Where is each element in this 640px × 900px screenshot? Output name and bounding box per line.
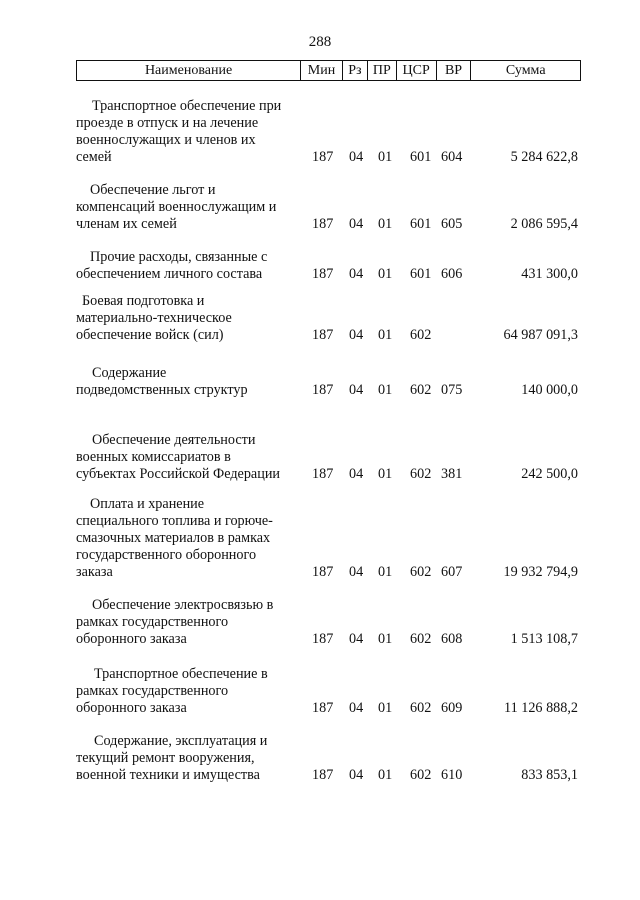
row-vr: 075 <box>441 382 463 398</box>
row-name-line: Транспортное обеспечение при <box>92 98 282 114</box>
row-name-line: государственного оборонного <box>76 547 257 563</box>
row-csr: 601 <box>410 266 432 282</box>
row-name-line: членам их семей <box>76 216 177 232</box>
row-sum: 5 284 622,8 <box>510 149 578 165</box>
table-row <box>76 733 581 784</box>
header-min: Мин <box>300 61 342 80</box>
row-name-line: оборонного заказа <box>76 700 187 716</box>
row-rz: 04 <box>349 149 364 165</box>
table-row <box>76 496 581 581</box>
row-csr: 602 <box>410 564 432 580</box>
row-min: 187 <box>312 767 334 783</box>
row-pr: 01 <box>378 631 393 647</box>
row-name-line: Обеспечение деятельности <box>92 432 256 448</box>
row-name-line: военной техники и имущества <box>76 767 260 783</box>
row-pr: 01 <box>378 327 393 343</box>
row-sum: 1 513 108,7 <box>510 631 578 647</box>
row-name-line: рамках государственного <box>76 614 229 630</box>
row-name-line: текущий ремонт вооружения, <box>76 750 255 766</box>
row-name-line: обеспечение войск (сил) <box>76 327 224 343</box>
row-min: 187 <box>312 327 334 343</box>
row-csr: 602 <box>410 382 432 398</box>
row-name-line: семей <box>76 149 112 165</box>
row-name-line: смазочных материалов в рамках <box>76 530 271 546</box>
header-vr: ВР <box>436 61 471 80</box>
row-csr: 602 <box>410 466 432 482</box>
row-vr: 381 <box>441 466 463 482</box>
row-min: 187 <box>312 382 334 398</box>
row-name <box>76 182 302 233</box>
row-min: 187 <box>312 466 334 482</box>
row-pr: 01 <box>378 382 393 398</box>
row-sum: 431 300,0 <box>521 266 578 282</box>
row-name-line: материально-техническое <box>76 310 232 326</box>
row-name-line: Прочие расходы, связанные с <box>90 249 268 265</box>
row-rz: 04 <box>349 216 364 232</box>
header-csr: ЦСР <box>396 61 436 80</box>
row-sum: 64 987 091,3 <box>503 327 578 343</box>
row-csr: 602 <box>410 631 432 647</box>
row-csr: 601 <box>410 149 432 165</box>
row-min: 187 <box>312 700 334 716</box>
row-name-line: заказа <box>76 564 113 580</box>
table-row <box>76 666 581 717</box>
table-row <box>76 432 581 483</box>
row-name-line: Содержание, эксплуатация и <box>94 733 268 749</box>
row-rz: 04 <box>349 382 364 398</box>
row-min: 187 <box>312 564 334 580</box>
row-name <box>76 249 302 283</box>
row-sum: 2 086 595,4 <box>510 216 578 232</box>
row-rz: 04 <box>349 767 364 783</box>
row-sum: 140 000,0 <box>521 382 578 398</box>
row-name <box>76 98 302 166</box>
row-name-line: Боевая подготовка и <box>82 293 205 309</box>
row-rz: 04 <box>349 266 364 282</box>
table-row <box>76 365 581 399</box>
row-csr: 602 <box>410 700 432 716</box>
table-row <box>76 249 581 283</box>
table-row <box>76 182 581 233</box>
row-vr: 610 <box>441 767 463 783</box>
row-pr: 01 <box>378 564 393 580</box>
row-name-line: Обеспечение электросвязью в <box>92 597 274 613</box>
row-rz: 04 <box>349 327 364 343</box>
row-min: 187 <box>312 216 334 232</box>
row-name-line: специального топлива и горюче- <box>76 513 273 529</box>
header-rz: Рз <box>342 61 367 80</box>
row-vr: 609 <box>441 700 463 716</box>
row-vr: 608 <box>441 631 463 647</box>
row-name <box>76 597 302 648</box>
header-pr: ПР <box>367 61 396 80</box>
row-name-line: военных комиссариатов в <box>76 449 231 465</box>
row-name-line: рамках государственного <box>76 683 229 699</box>
row-name-line: компенсаций военнослужащим и <box>76 199 277 215</box>
header-sum: Сумма <box>470 61 580 80</box>
row-name-line: Оплата и хранение <box>90 496 205 512</box>
budget-table <box>76 60 581 783</box>
table-row <box>76 597 581 648</box>
row-sum: 833 853,1 <box>521 767 578 783</box>
row-sum: 19 932 794,9 <box>503 564 578 580</box>
row-pr: 01 <box>378 700 393 716</box>
row-name <box>76 432 302 483</box>
row-name-line: Содержание <box>92 365 167 381</box>
row-csr: 601 <box>410 216 432 232</box>
row-name-line: подведомственных структур <box>76 382 248 398</box>
row-name <box>76 733 302 784</box>
row-pr: 01 <box>378 266 393 282</box>
row-sum: 11 126 888,2 <box>504 700 578 716</box>
row-name <box>76 365 302 399</box>
row-name-line: субъектах Российской Федерации <box>76 466 280 482</box>
row-name <box>76 666 302 717</box>
row-name-line: военнослужащих и членов их <box>76 132 256 148</box>
row-vr: 606 <box>441 266 463 282</box>
row-pr: 01 <box>378 466 393 482</box>
row-name-line: проезде в отпуск и на лечение <box>76 115 259 131</box>
row-pr: 01 <box>378 216 393 232</box>
table-row <box>76 98 581 166</box>
row-csr: 602 <box>410 327 432 343</box>
row-min: 187 <box>312 266 334 282</box>
table-header <box>76 60 581 81</box>
row-name-line: Транспортное обеспечение в <box>94 666 268 682</box>
row-name-line: Обеспечение льгот и <box>90 182 216 198</box>
row-name <box>76 496 302 581</box>
row-sum: 242 500,0 <box>521 466 578 482</box>
row-pr: 01 <box>378 149 393 165</box>
page-number: 288 <box>308 34 332 50</box>
row-vr: 605 <box>441 216 463 232</box>
row-name <box>76 293 302 344</box>
row-pr: 01 <box>378 767 393 783</box>
row-vr: 604 <box>441 149 463 165</box>
row-vr: 607 <box>441 564 463 580</box>
header-name: Наименование <box>144 62 233 78</box>
row-rz: 04 <box>349 700 364 716</box>
row-rz: 04 <box>349 466 364 482</box>
row-min: 187 <box>312 631 334 647</box>
row-rz: 04 <box>349 631 364 647</box>
row-name-line: оборонного заказа <box>76 631 187 647</box>
row-csr: 602 <box>410 767 432 783</box>
table-row <box>76 293 581 344</box>
row-name-line: обеспечением личного состава <box>76 266 263 282</box>
row-min: 187 <box>312 149 334 165</box>
row-rz: 04 <box>349 564 364 580</box>
